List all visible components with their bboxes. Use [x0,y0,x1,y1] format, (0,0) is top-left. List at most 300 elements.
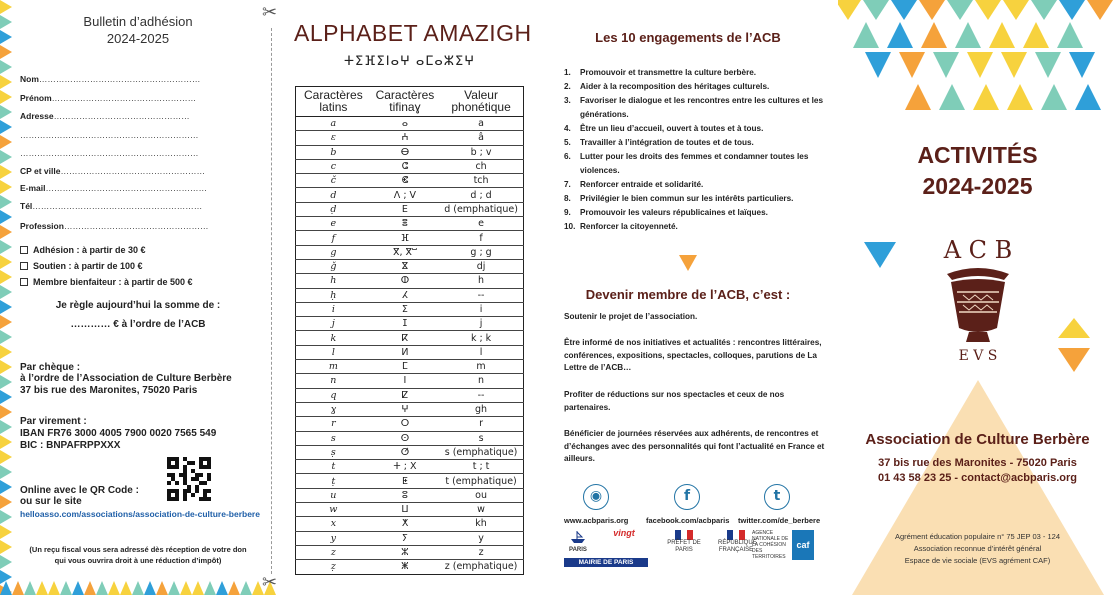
triangle-shape [0,435,12,449]
alphabet-row [296,488,524,502]
triangle-shape [905,84,931,110]
alphabet-row [296,317,524,331]
triangle-shape [0,510,12,524]
association-name: Association de Culture Berbère [865,431,1090,448]
recu-line2: qui vous ouvrira droit à une réduction d’impôt) [54,556,222,565]
vingt-logo: vingt [613,528,635,538]
latin-cell: y [296,531,371,545]
engagement-text: Favoriser le dialogue et les rencontres entre les cultures et les générations. [580,96,823,119]
col-header-tifinagh: Caractères tifinaɣ [371,87,439,117]
tifinagh-cell: ⵙ [371,431,439,445]
triangle-shape [0,360,12,374]
phonetic-cell: e [439,217,523,231]
arrow-down-icon [679,255,697,271]
alphabet-row [296,231,524,245]
latin-cell: f [296,231,371,245]
online-line2: ou sur le site [20,496,82,507]
tifinagh-cell: ⴹ [371,202,439,216]
engagement-item [564,206,826,220]
triangle-shape [973,84,999,110]
alphabet-row [296,331,524,345]
triangle-shape [0,90,12,104]
tifinagh-cell: ⵢ [371,531,439,545]
triangle-shape [0,390,12,404]
prefet-de-paris-logo: PRÉFET DE PARIS [660,530,708,564]
phonetic-cell: gh [439,402,523,416]
triangle-shape [96,581,108,595]
phonetic-cell: y [439,531,523,545]
globe-icon[interactable]: ◉ [583,484,609,510]
triangle-shape [975,0,1001,20]
triangle-shape [1023,22,1049,48]
alphabet-row [296,517,524,531]
flag-icon [675,530,693,540]
tifinagh-cell: ⵊ [371,317,439,331]
tifinagh-cell: ⵡ [371,503,439,517]
engagements-panel [538,0,838,595]
triangle-shape [0,495,12,509]
triangle-shape [0,420,12,434]
phonetic-cell: n [439,374,523,388]
cheque-title: Par chèque : [20,362,81,373]
triangle-shape [0,540,12,554]
form-field[interactable]: Profession…………………………………………… [20,221,209,231]
alphabet-row [296,202,524,216]
bottom-triangle-border [0,577,276,595]
latin-cell: g [296,245,371,259]
alphabet-row [296,117,524,131]
bulletin-year: 2024-2025 [106,31,170,46]
latin-cell: l [296,345,371,359]
triangle-shape [853,22,879,48]
scissors-icon: ✂ [262,2,278,22]
phonetic-cell: tch [439,174,523,188]
scissors-icon: ✂ [262,572,278,592]
phonetic-cell: j [439,317,523,331]
alphabet-row [296,431,524,445]
checkbox-icon[interactable] [20,262,28,270]
alphabet-row [296,288,524,302]
checkbox-icon[interactable] [20,246,28,254]
latin-cell: ǧ [296,259,371,273]
tifinagh-cell: ⵥ [401,561,409,573]
triangle-shape [1041,84,1067,110]
phonetic-cell: i [439,302,523,316]
triangle-shape [1087,0,1113,20]
tifinagh-cell: ⵜ ; ⵝ [371,460,439,474]
triangle-shape [0,45,12,59]
alphabet-row [296,360,524,374]
engagement-item [564,220,826,234]
phonetic-cell: dj [439,259,523,273]
form-field[interactable]: ……………………………………………………… [20,130,199,140]
paris-ship-icon [570,530,586,544]
engagement-text: Travailler à l’intégration de toutes et de tous. [580,138,754,147]
association-phone-email[interactable]: 01 43 58 23 25 - contact@acbparis.org [877,472,1078,484]
form-field[interactable]: E-mail………………………………………………… [20,183,208,193]
twitter-link[interactable]: twitter.com/de_berbere [738,516,821,525]
triangle-shape [168,581,180,595]
latin-cell: d [296,188,371,202]
alphabet-row [296,345,524,359]
alphabet-row [296,460,524,474]
triangle-shape [0,300,12,314]
triangle-shape [84,581,96,595]
triangle-shape [156,581,168,595]
alphabet-row [296,374,524,388]
tifinagh-cell: ⴽ [371,331,439,345]
triangle-shape [228,581,240,595]
alphabet-row [296,545,524,559]
triangle-shape [887,22,913,48]
triangle-shape [864,242,896,268]
alphabet-row [296,217,524,231]
phonetic-cell: d ; d [439,188,523,202]
tifinagh-cell: ⴷ ; ⴸ [371,188,439,202]
phonetic-cell: -- [439,388,523,402]
alphabet-row [296,274,524,288]
membre-p3: Profiter de réductions sur nos spectacles et ceux de nos partenaires. [564,390,785,412]
engagement-item [564,80,826,94]
engagement-item [564,178,826,192]
cut-line [271,28,272,574]
triangle-shape [838,0,861,20]
tifinagh-cell: ⴱ [371,145,439,159]
latin-cell: a [296,117,371,131]
tifinagh-cell: ⵚ [371,445,439,459]
option-adhesion[interactable]: Adhésion : à partir de 30 € [20,245,146,255]
tifinagh-cell: ⵏ [371,374,439,388]
triangle-shape [48,581,60,595]
association-contact [838,456,1117,486]
facebook-link[interactable]: facebook.com/acbparis [646,516,730,525]
triangle-shape [240,581,252,595]
left-triangle-border [0,0,14,595]
phonetic-cell: d (emphatique) [439,202,523,216]
triangle-shape [891,0,917,20]
tifinagh-cell: ⴰ [371,117,439,131]
triangle-shape [0,345,12,359]
triangle-shape [921,22,947,48]
latin-cell: i [296,302,371,316]
membre-p4: Bénéficier de journées réservées aux adhérents, de rencontres et d’échanges avec des personnalités qui font l’actualité en France et ailleurs. [564,429,825,463]
alphabet-row [296,531,524,545]
phonetic-cell: g ; g [439,245,523,259]
latin-cell: u [296,488,371,502]
triangle-shape [0,375,12,389]
triangle-shape [204,581,216,595]
triangle-shape [0,555,12,569]
triangle-shape [933,52,959,78]
triangle-shape [1007,84,1033,110]
cover-panel [838,0,1117,595]
helloasso-link[interactable]: helloasso.com/associations/association-de-culture-berbere [20,509,260,519]
bulletin-panel [0,0,276,595]
triangle-shape [132,581,144,595]
tifinagh-cell: ⵣ [371,545,439,559]
phonetic-cell: w [439,503,523,517]
triangle-shape [1003,0,1029,20]
phonetic-cell: z (emphatique) [444,561,518,573]
phonetic-cell: s [439,431,523,445]
alphabet-row [296,245,524,259]
engagement-number: 9. [564,208,571,217]
rf-logo: RÉPUBLIQUE FRANÇAISE [718,530,754,564]
triangle-shape [0,165,12,179]
latin-cell: n [296,374,371,388]
triangle-shape [863,0,889,20]
triangle-shape [0,405,12,419]
facebook-icon[interactable]: f [674,484,700,510]
caf-logo: caf [792,530,814,560]
tifinagh-cell: ⵞ [371,174,439,188]
triangle-shape [0,525,12,539]
triangle-shape [0,480,12,494]
phonetic-cell: f [439,231,523,245]
tifinagh-cell: ⵇ [371,388,439,402]
phonetic-cell: t (emphatique) [439,474,523,488]
activites-title: ACTIVITÉS 2024-2025 [917,142,1038,199]
phonetic-cell: ou [439,488,523,502]
triangle-shape [0,180,12,194]
tifinagh-cell: ⵖ [371,402,439,416]
form-field[interactable]: Nom………………………………………………… [20,74,201,84]
phonetic-cell: â [439,131,523,145]
latin-cell: ɣ [296,402,371,416]
latin-cell: ẓ [330,561,336,573]
engagements-list [564,66,826,234]
tifinagh-cell: ⵟ [371,474,439,488]
alphabet-row [296,417,524,431]
association-address: 37 bis rue des Maronites - 75020 Paris [878,457,1077,469]
latin-cell: r [296,417,371,431]
alphabet-table [295,86,524,575]
engagement-text: Renforcer entraide et solidarité. [580,180,704,189]
engagement-item [564,94,826,122]
alphabet-row [296,445,524,459]
triangle-shape [1075,84,1101,110]
latin-cell: z [296,545,371,559]
logo-top-text: A C B [943,236,1013,264]
latin-cell: h [296,274,371,288]
membre-p2: Être informé de nos initiatives et actualités : rencontres littéraires, conférences, expositions, spectacles, colloques, parutions de La Lettre de l’ACB… [564,338,822,372]
membre-p1: Soutenir le projet de l’association. [564,312,698,321]
triangle-shape [1057,22,1083,48]
engagement-number: 1. [564,68,571,77]
triangle-shape [0,330,12,344]
triangle-shape [192,581,204,595]
alphabet-row [296,302,524,316]
checkbox-icon[interactable] [20,278,28,286]
bic: BIC : BNPAFRPPXXX [20,440,121,451]
triangle-shape [36,581,48,595]
alphabet-row [296,474,524,488]
tifinagh-cell: ⵓ [371,488,439,502]
tifinagh-cell: ⴻ [371,217,439,231]
latin-cell: ṣ [296,445,371,459]
form-field[interactable]: CP et ville…………………………………………… [20,166,205,176]
triangle-shape [899,52,925,78]
option-bienfaiteur[interactable]: Membre bienfaiteur : à partir de 500 € [20,277,193,287]
bulletin-title: Bulletin d’adhésion [83,14,193,29]
engagement-item [564,192,826,206]
triangle-shape [180,581,192,595]
triangle-shape [919,0,945,20]
triangle-shape [1059,0,1085,20]
phonetic-cell: ch [439,159,523,173]
triangle-shape [0,120,12,134]
form-field[interactable]: Tél…………………………………………………… [20,201,203,211]
triangle-shape [0,75,12,89]
triangle-shape [1069,52,1095,78]
regle-text: Je règle aujourd’hui la somme de : [55,300,221,311]
triangle-shape [1058,348,1090,372]
triangle-shape [0,60,12,74]
triangle-shape [216,581,228,595]
phonetic-cell: a [439,117,523,131]
latin-cell: x [296,517,371,531]
twitter-icon[interactable]: t [764,484,790,510]
alphabet-row [296,188,524,202]
latin-cell: ḥ [296,288,371,302]
alphabet-row [296,159,524,173]
triangle-shape [12,581,24,595]
triangle-shape [939,84,965,110]
triangle-shape [0,0,12,14]
engagement-number: 6. [564,152,571,161]
triangle-shape [0,465,12,479]
membre-title: Devenir membre de l’ACB, c’est : [585,287,791,302]
phonetic-cell: k ; k [439,331,523,345]
triangle-shape [0,105,12,119]
triangle-shape [0,210,12,224]
triangle-shape [1035,52,1061,78]
latin-cell: q [296,388,371,402]
latin-cell: w [296,503,371,517]
phonetic-cell: -- [439,288,523,302]
engagement-item [564,66,826,80]
latin-cell: j [296,317,371,331]
tifinagh-cell: ⴵ [371,259,439,273]
triangle-shape [1058,318,1090,338]
phonetic-cell: m [439,360,523,374]
latin-cell: c [296,159,371,173]
virement-title: Par virement : [20,416,87,427]
acb-logo [933,236,1023,366]
triangle-shape [955,22,981,48]
triangle-shape [1031,0,1057,20]
logo-bottom-text: E V S [958,348,998,364]
col-header-latin: Caractères latins [296,87,371,117]
triangle-shape [24,581,36,595]
flag-icon [727,530,745,540]
alphabet-row [296,388,524,402]
latin-cell: č [296,174,371,188]
triangle-shape [120,581,132,595]
option-soutien[interactable]: Soutien : à partir de 100 € [20,261,143,271]
phonetic-cell: s (emphatique) [439,445,523,459]
phonetic-cell: z [439,545,523,559]
tifinagh-cell: ⵉ [371,302,439,316]
triangle-shape [989,22,1015,48]
latin-cell: ṭ [296,474,371,488]
latin-cell: t [296,460,371,474]
alphabet-row [296,503,524,517]
recu-line1: (Un reçu fiscal vous sera adressé dès réception de votre don [29,545,247,554]
latin-cell: s [296,431,371,445]
triangle-shape [865,52,891,78]
anct-logo: AGENCE NATIONALE DE LA COHÉSION DES TERRITOIRES [752,530,789,560]
triangle-shape [0,240,12,254]
triangle-shape [0,315,12,329]
form-field[interactable]: ……………………………………………………… [20,148,199,158]
triangle-shape [108,581,120,595]
tifinagh-cell: ⴼ [371,231,439,245]
form-field[interactable]: Adresse………………………………………… [20,111,190,121]
col-header-phonetic: Valeur phonétique [439,87,523,117]
engagement-item [564,136,826,150]
triangle-shape [0,225,12,239]
form-field[interactable]: Prénom…………………………………………… [20,93,197,103]
engagement-number: 8. [564,194,571,203]
alphabet-row [296,259,524,273]
engagement-number: 5. [564,138,571,147]
triangle-shape [144,581,156,595]
engagement-number: 3. [564,96,571,105]
tifinagh-cell: ⵛ [371,159,439,173]
engagements-title: Les 10 engagements de l’ACB [595,30,781,45]
qr-code[interactable] [167,457,211,501]
phonetic-cell: b ; v [439,145,523,159]
website-link[interactable]: www.acbparis.org [564,516,629,525]
engagement-text: Privilégier le bien commun sur les intérêts particuliers. [580,194,794,203]
alphabet-title: ALPHABET AMAZIGH [294,20,532,46]
alphabet-row [296,145,524,159]
online-line1: Online avec le QR Code : [20,485,139,496]
paris-logo: PARIS [564,530,592,564]
latin-cell: ɛ [296,131,371,145]
latin-cell: e [296,217,371,231]
tifinagh-cell: ⵅ [371,517,439,531]
engagement-text: Promouvoir et transmettre la culture berbère. [580,68,757,77]
tifinagh-cell: ⵔ [371,417,439,431]
triangle-shape [0,255,12,269]
agrement-block: Agrément éducation populaire n° 75 JEP 03 - 124 Association reconnue d’intérêt général Espace de vie sociale (EVS agrément CAF) [894,532,1061,565]
engagement-number: 2. [564,82,571,91]
phonetic-cell: t ; t [439,460,523,474]
alphabet-row [296,131,524,145]
engagement-item [564,150,826,178]
engagement-text: Promouvoir les valeurs républicaines et laïques. [580,208,768,217]
alphabet-subtitle-tifinagh: ⵜⵉⴼⵉⵏⴰⵖ ⴰⵎⴰⵣⵉⵖ [344,54,476,69]
engagement-number: 7. [564,180,571,189]
tifinagh-cell: ⵃ [371,288,439,302]
engagement-text: Lutter pour les droits des femmes et condamner toutes les violences. [580,152,809,175]
latin-cell: m [296,360,371,374]
alphabet-row [296,560,524,574]
triangle-shape [0,285,12,299]
phonetic-cell: kh [439,517,523,531]
triangle-shape [60,581,72,595]
engagement-text: Aider à la recomposition des héritages culturels. [580,82,770,91]
latin-cell: k [296,331,371,345]
triangle-shape [967,52,993,78]
triangle-shape [0,15,12,29]
tifinagh-cell: ⵀ [371,274,439,288]
engagement-text: Renforcer la citoyenneté. [580,222,678,231]
engagement-text: Être un lieu d’accueil, ouvert à toutes et à tous. [580,124,764,133]
engagement-item [564,122,826,136]
